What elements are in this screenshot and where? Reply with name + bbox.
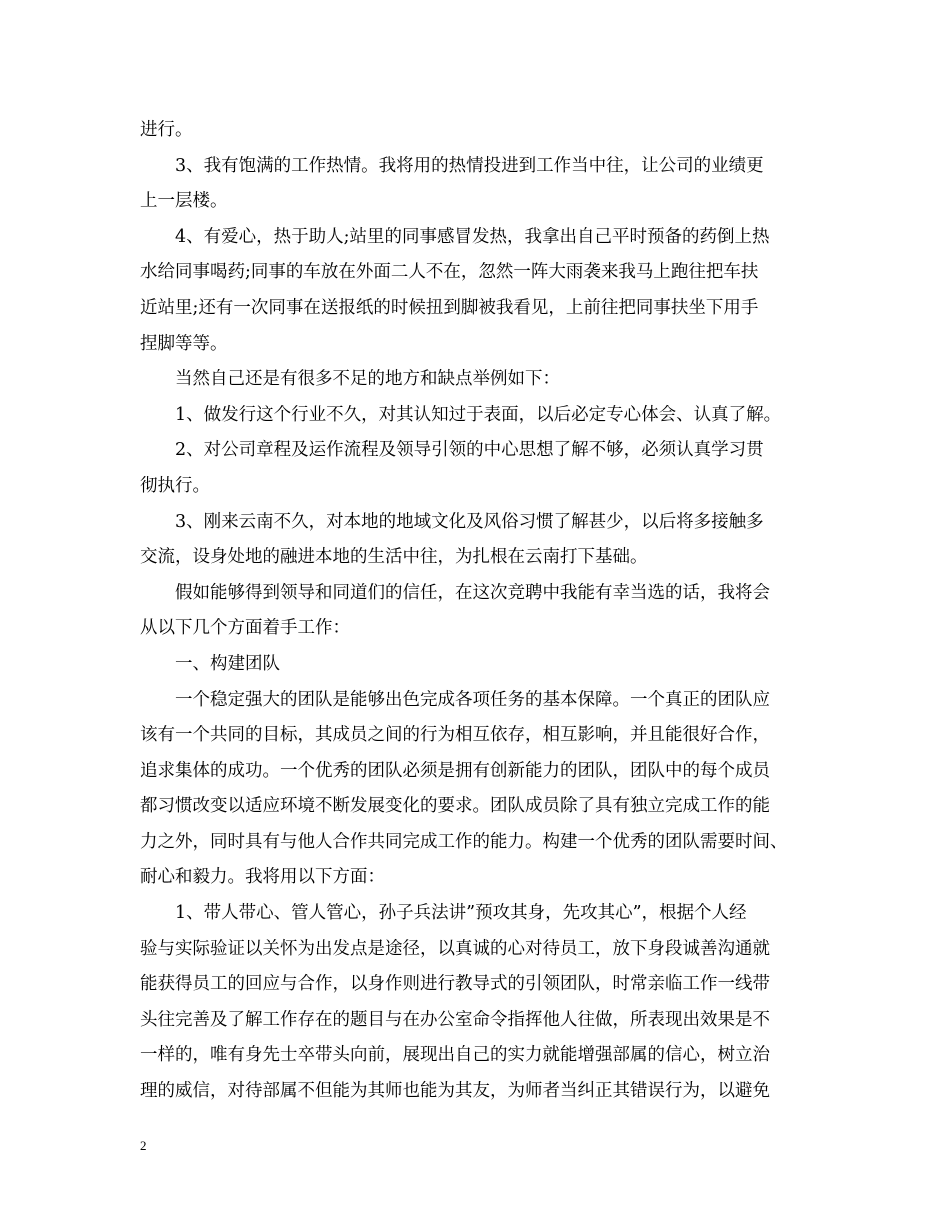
page-number: 2 xyxy=(140,1138,147,1153)
text-line: 交流，设身处地的融进本地的生活中往，为扎根在云南打下基础。 xyxy=(140,547,648,568)
text-line: 都习惯改变以适应环境不断发展变化的要求。团队成员除了具有独立完成工作的能 xyxy=(140,796,770,817)
text-line: 理的威信，对待部属不但能为其师也能为其友，为师者当纠正其错误行为，以避免 xyxy=(140,1081,770,1102)
text-line: 3、我有饱满的工作热情。我将用的热情投进到工作当中往，让公司的业绩更 xyxy=(175,155,764,176)
text-line: 耐心和毅力。我将用以下方面： xyxy=(140,867,385,888)
text-line: 一样的，唯有身先士卒带头向前，展现出自己的实力就能增强部属的信心，树立治 xyxy=(140,1045,770,1066)
text-line: 该有一个共同的目标，其成员之间的行为相互依存，相互影响，并且能很好合作， xyxy=(140,725,770,746)
text-line: 从以下几个方面着手工作： xyxy=(140,618,350,639)
text-line: 假如能够得到领导和同道们的信任，在这次竞聘中我能有幸当选的话，我将会 xyxy=(175,582,770,603)
text-line: 4、有爱心，热于助人;站里的同事感冒发热，我拿出自己平时预备的药倒上热 xyxy=(175,226,770,247)
text-line: 2、对公司章程及运作流程及领导引领的中心思想了解不够，必须认真学习贯 xyxy=(175,440,764,461)
text-line: 进行。 xyxy=(140,120,193,140)
text-line: 3、刚来云南不久，对本地的地域文化及风俗习惯了解甚少，以后将多接触多 xyxy=(175,511,764,532)
text-line: 追求集体的成功。一个优秀的团队必须是拥有创新能力的团队，团队中的每个成员 xyxy=(140,760,770,781)
text-line: 近站里;还有一次同事在送报纸的时候扭到脚被我看见，上前往把同事扶坐下用手 xyxy=(140,297,759,318)
text-line: 彻执行。 xyxy=(140,475,210,496)
text-line: 力之外，同时具有与他人合作共同完成工作的能力。构建一个优秀的团队需要时间、 xyxy=(140,831,788,852)
text-line: 上一层楼。 xyxy=(140,191,228,212)
text-line: 验与实际验证以关怀为出发点是途径，以真诚的心对待员工，放下身段诚善沟通就 xyxy=(140,938,770,959)
body-text xyxy=(140,113,830,1110)
text-line: 1、做发行这个行业不久，对其认知过于表面，以后必定专心体会、认真了解。 xyxy=(175,404,782,425)
text-line: 一个稳定强大的团队是能够出色完成各项任务的基本保障。一个真正的团队应 xyxy=(175,689,770,710)
text-line: 能获得员工的回应与合作，以身作则进行教导式的引领团队，时常亲临工作一线带 xyxy=(140,974,770,995)
text-line: 头往完善及了解工作存在的题目与在办公室命令指挥他人往做，所表现出效果是不 xyxy=(140,1009,770,1030)
text-line: 一、构建团队 xyxy=(175,653,280,674)
text-line: 当然自己还是有很多不足的地方和缺点举例如下： xyxy=(175,369,560,390)
text-line: 1、带人带心、管人管心，孙子兵法讲”预攻其身，先攻其心”，根据个人经 xyxy=(175,903,747,924)
text-line: 水给同事喝药;同事的车放在外面二人不在，忽然一阵大雨袭来我马上跑往把车扶 xyxy=(140,262,759,283)
text-line: 捏脚等等。 xyxy=(140,333,228,354)
